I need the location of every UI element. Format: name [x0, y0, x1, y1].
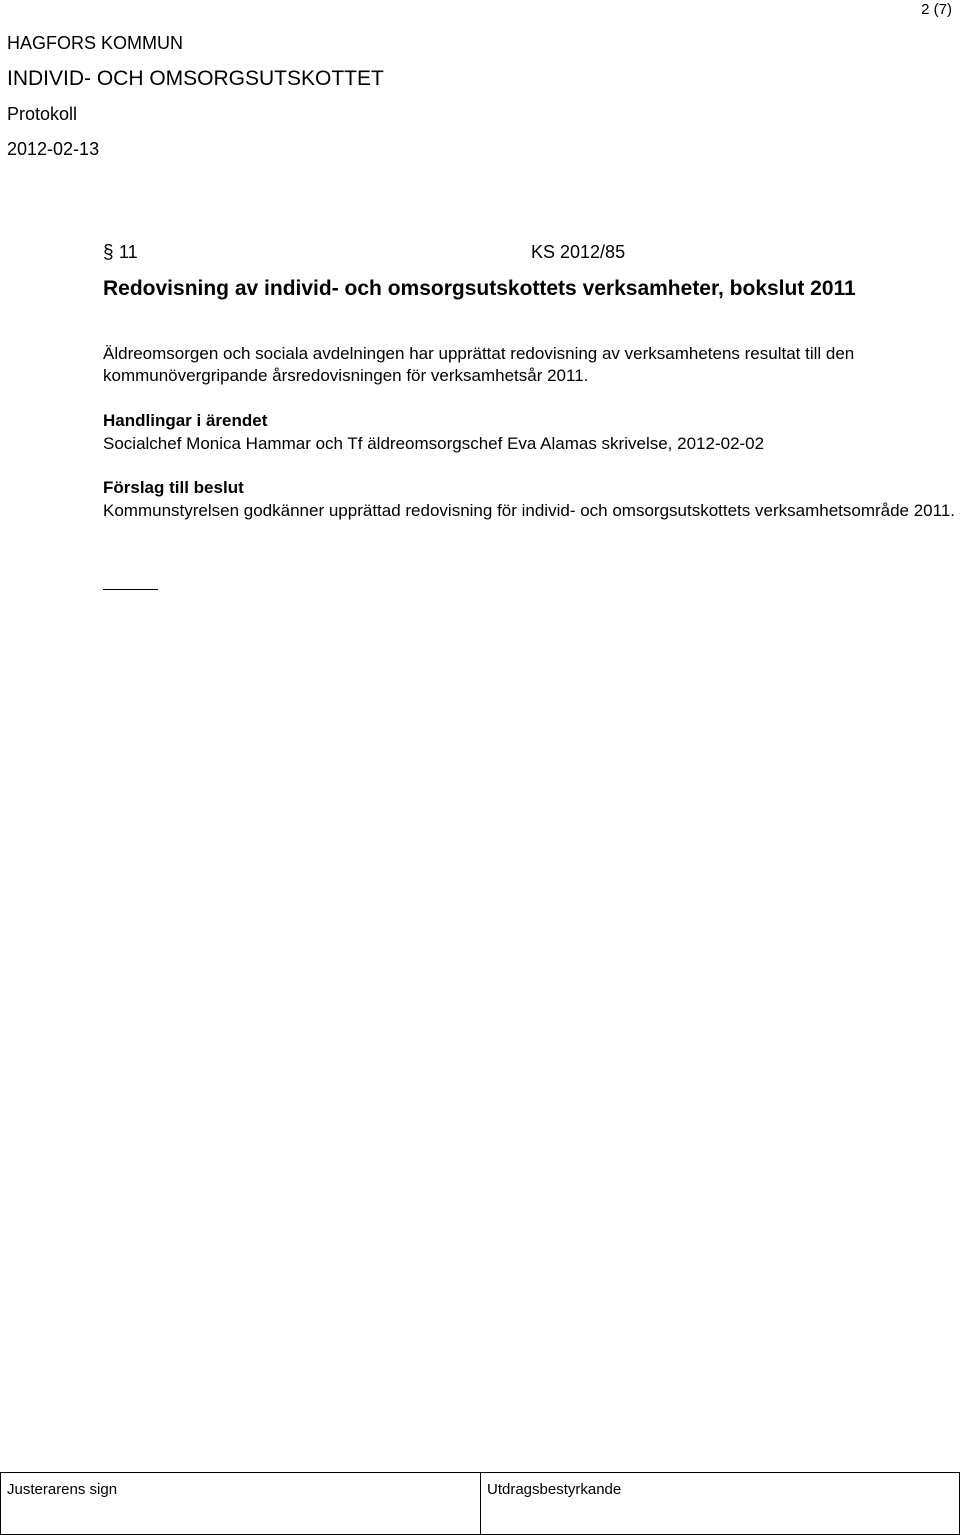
proposal-text: Kommunstyrelsen godkänner upprättad redovisning för individ- och omsorgsutskottets verksamhetsområde 2011. [103, 501, 956, 520]
intro-paragraph: Äldreomsorgen och sociala avdelningen har upprättat redovisning av verksamhetens resultat till den kommunövergripande årsredovisningen för verksamhetsår 2011. [103, 344, 855, 385]
footer-signature-label: Justerarens sign [7, 1481, 118, 1498]
page-number: 2 (7) [921, 1, 952, 18]
footer-certification-cell [480, 1473, 959, 1534]
footer-signature-cell [1, 1473, 480, 1534]
section-end-rule [103, 589, 158, 590]
document-type: Protokoll [7, 104, 78, 124]
documents-text: Socialchef Monica Hammar och Tf äldreomsorgschef Eva Alamas skrivelse, 2012-02-02 [103, 434, 765, 453]
documents-heading: Handlingar i ärendet [103, 411, 268, 430]
organization-name: HAGFORS KOMMUN [7, 33, 184, 53]
paragraph-symbol: § [103, 242, 114, 263]
committee-name: INDIVID- OCH OMSORGSUTSKOTTET [7, 67, 384, 90]
item-title: Redovisning av individ- och omsorgsutskottets verksamheter, bokslut 2011 [103, 277, 856, 300]
footer-certification-label: Utdragsbestyrkande [487, 1481, 622, 1498]
signature-footer [0, 1472, 960, 1535]
case-number: KS 2012/85 [531, 242, 626, 262]
paragraph-number: 11 [119, 242, 138, 262]
proposal-heading: Förslag till beslut [103, 478, 244, 497]
meeting-date: 2012-02-13 [7, 139, 100, 159]
